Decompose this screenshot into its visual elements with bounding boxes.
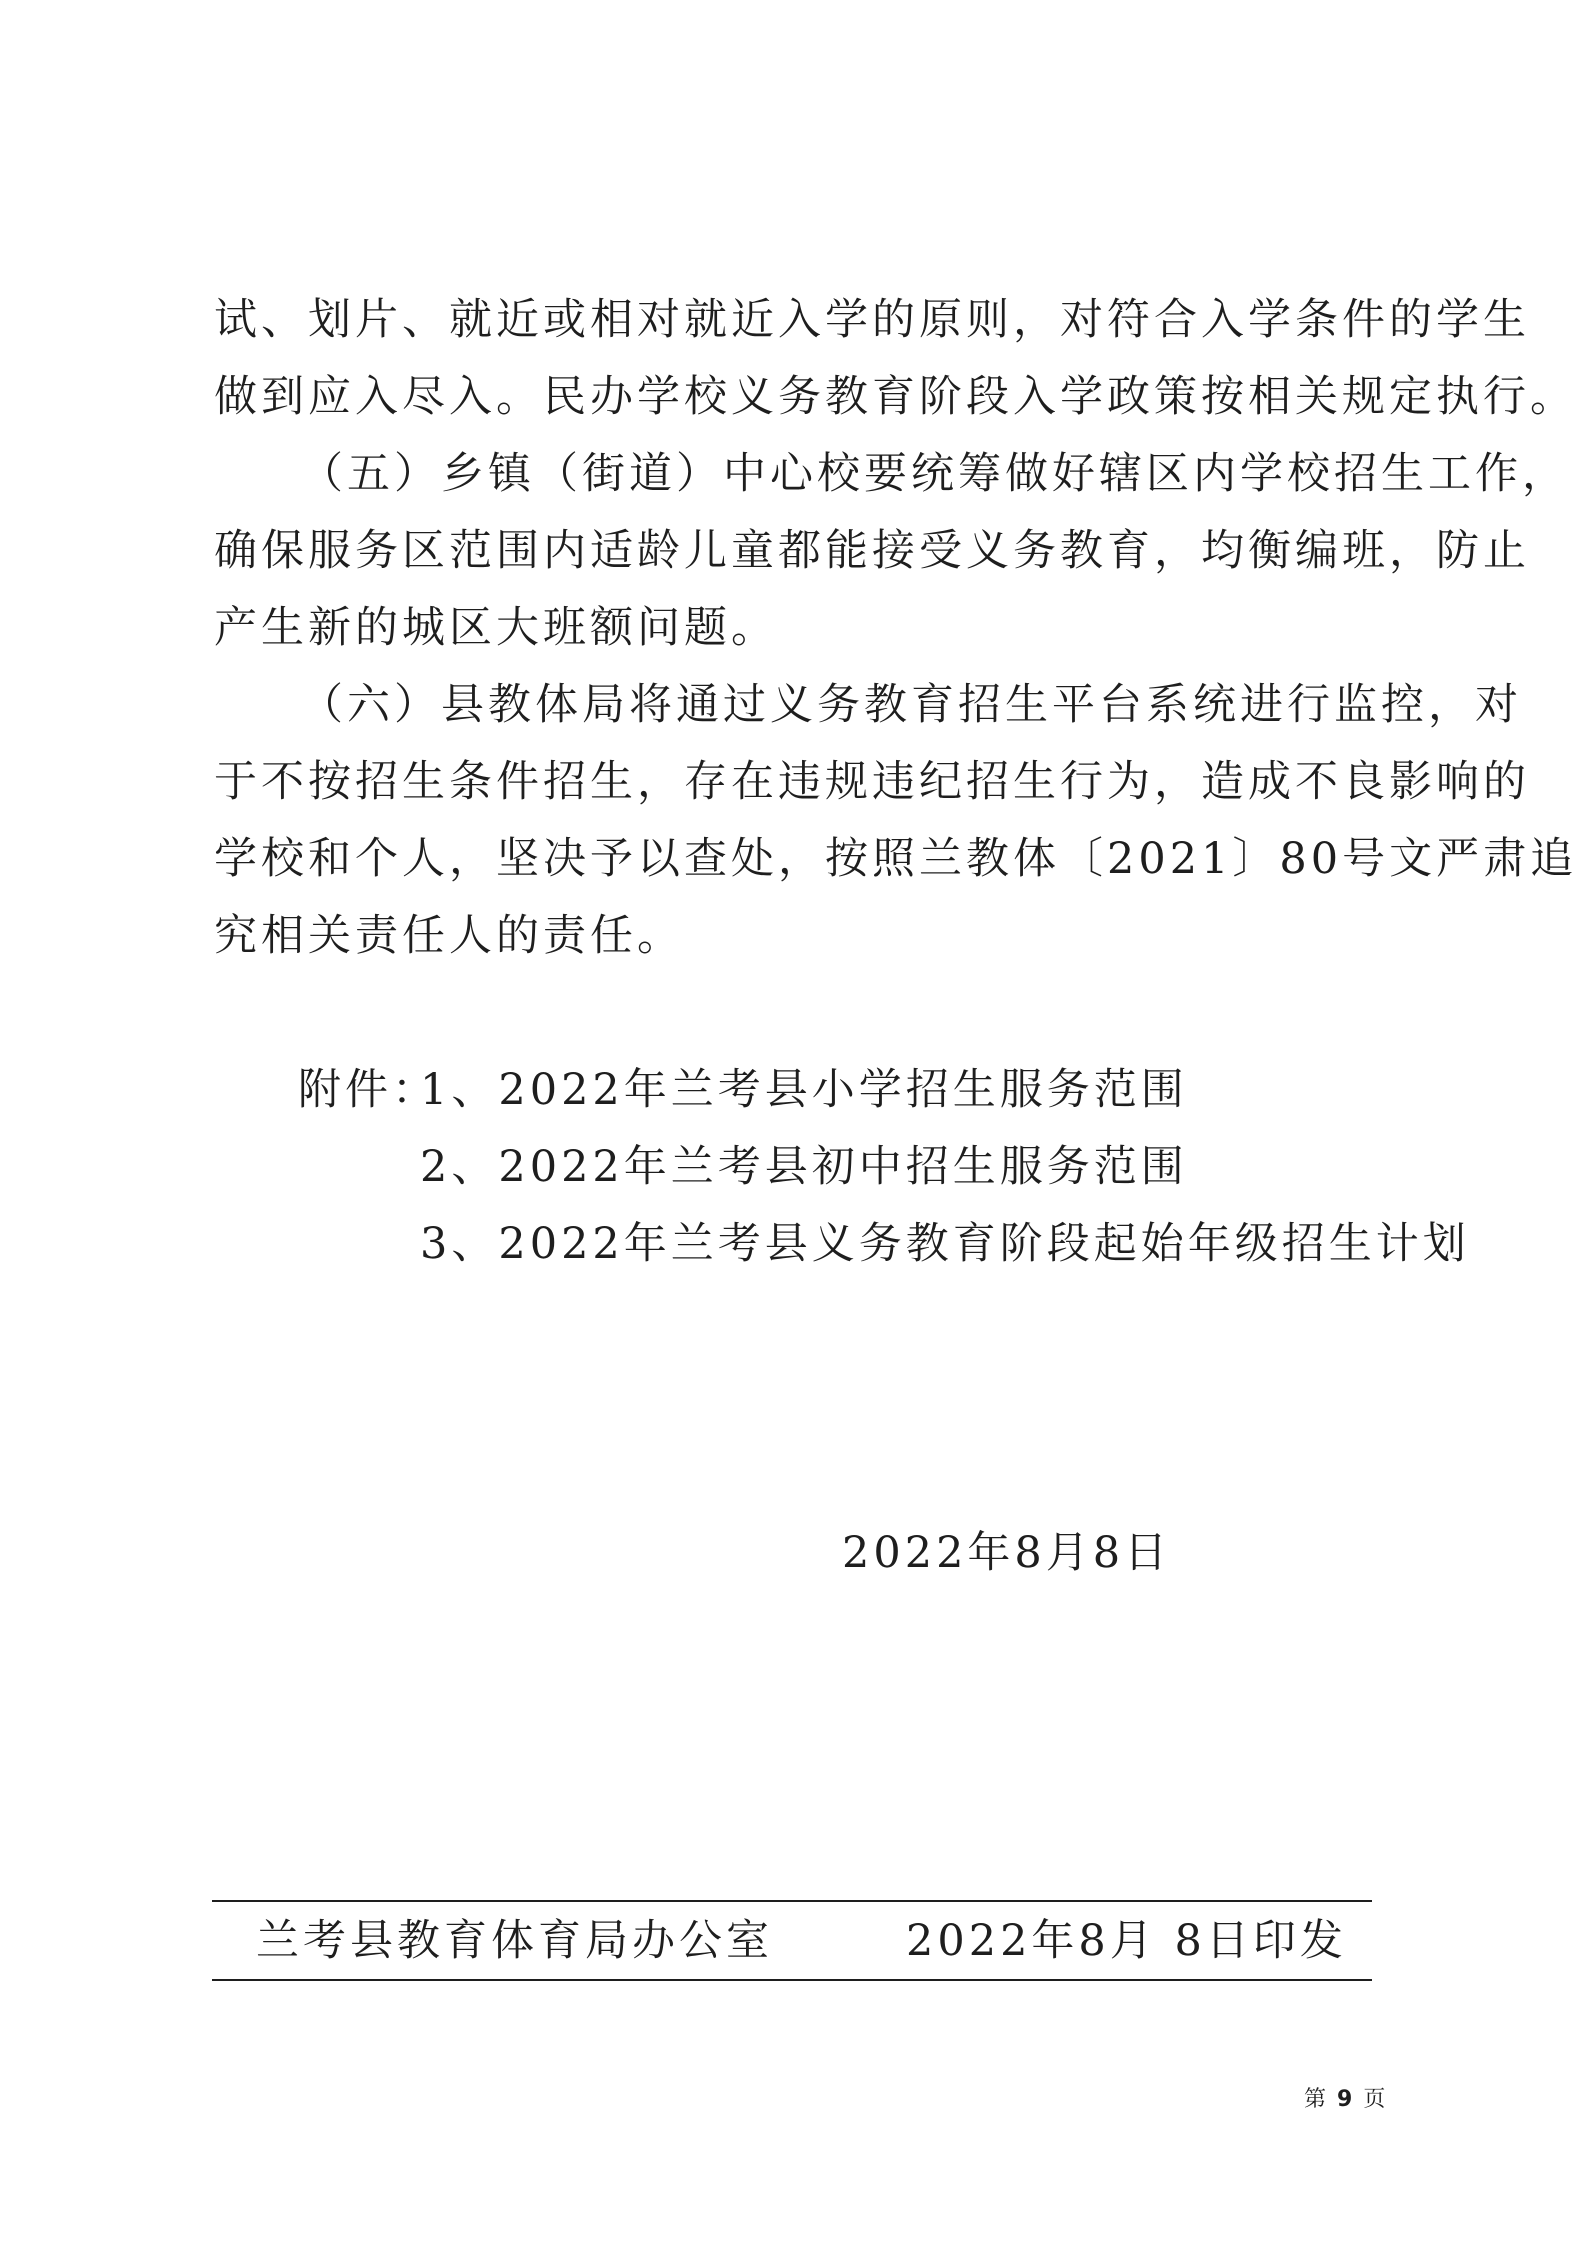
attachments-label: 附件：	[298, 1065, 439, 1115]
body-line-7: 于不按招生条件招生，存在违规违纪招生行为，造成不良影响的	[214, 757, 1530, 807]
body-line-5: 产生新的城区大班额问题。	[214, 603, 778, 653]
footer-bottom-rule	[212, 1979, 1372, 1981]
body-line-3: （五）乡镇（街道）中心校要统筹做好辖区内学校招生工作，	[300, 449, 1569, 499]
body-line-2: 做到应入尽入。民办学校义务教育阶段入学政策按相关规定执行。	[214, 372, 1577, 422]
page-number-value: 9	[1337, 2087, 1355, 2112]
attachment-item-2: 2、2022年兰考县初中招生服务范围	[420, 1142, 1188, 1192]
body-line-8: 学校和个人，坚决予以查处，按照兰教体〔2021〕80号文严肃追	[214, 834, 1578, 884]
attachment-item-3: 3、2022年兰考县义务教育阶段起始年级招生计划	[420, 1219, 1470, 1269]
page-number	[1304, 2086, 1387, 2114]
footer-office: 兰考县教育体育局办公室	[256, 1916, 773, 1966]
body-line-6: （六）县教体局将通过义务教育招生平台系统进行监控，对	[300, 680, 1522, 730]
footer-issued-date: 2022年8月 8日印发	[906, 1916, 1347, 1966]
signature-date: 2022年8月8日	[842, 1528, 1172, 1578]
footer-top-rule	[212, 1900, 1372, 1902]
body-line-9: 究相关责任人的责任。	[214, 911, 684, 961]
body-line-4: 确保服务区范围内适龄儿童都能接受义务教育，均衡编班，防止	[214, 526, 1530, 576]
page-number-suffix: 页	[1363, 2087, 1388, 2112]
body-line-1: 试、划片、就近或相对就近入学的原则，对符合入学条件的学生	[214, 295, 1530, 345]
page-number-prefix: 第	[1304, 2087, 1329, 2112]
attachment-item-1: 1、2022年兰考县小学招生服务范围	[420, 1065, 1188, 1115]
